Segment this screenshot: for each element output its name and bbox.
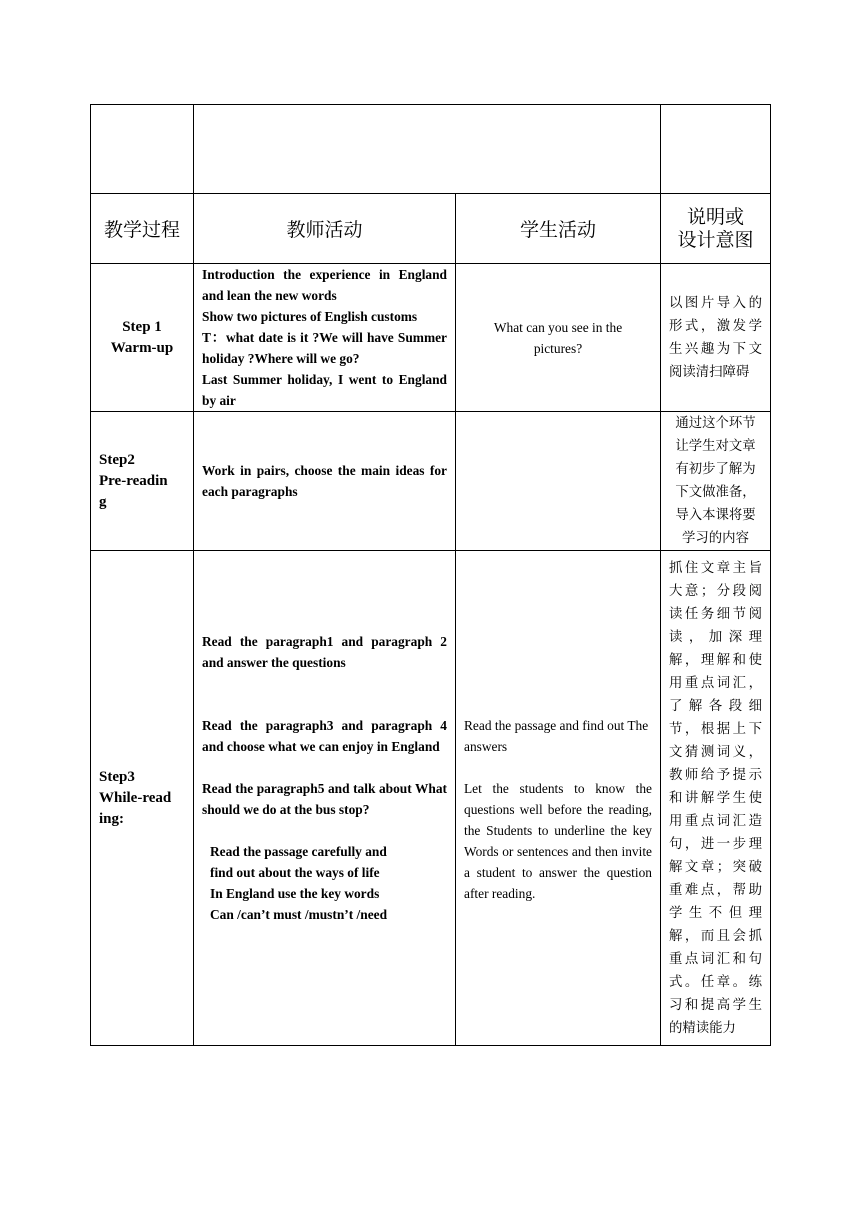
teacher-line: Work in pairs, choose the main ideas for each paragraphs xyxy=(202,463,447,499)
design-note-cell: 通过这个环节让学生对文章有初步了解为下文做准备，导入本课将要学习的内容 xyxy=(661,412,771,551)
teacher-line: Read the paragraph3 and paragraph 4 and choose what we can enjoy in England xyxy=(202,718,447,754)
student-activity-cell xyxy=(456,264,661,412)
student-line: Read the passage and find out The answers xyxy=(464,717,649,754)
design-note-cell: 抓住文章主旨大意；分段阅读任务细节阅读，加深理解，理解和使用重点词汇，了解各段细节，根据上下文猜测词义，教师给予提示和讲解学生使用重点词汇造句，进一步理解文章；突破重难点，帮助学生不但理解，而且会抓重点词汇和句式。任章。练习和提高学生的精读能力 xyxy=(661,551,771,1046)
teacher-line: Can /can’t must /mustn’t /need xyxy=(210,907,388,922)
header-student: 学生活动 xyxy=(456,194,661,264)
step-cell xyxy=(91,551,194,1046)
lesson-plan-table xyxy=(90,104,771,1046)
header-row xyxy=(91,194,771,264)
step-line: While-read xyxy=(99,789,172,806)
teacher-line: Read the paragraph5 and talk about What should we do at the bus stop? xyxy=(202,781,447,817)
step-line: Step 1 xyxy=(122,318,162,335)
step-line: Pre-readin xyxy=(99,472,168,489)
teacher-line: Last Summer holiday, I went to England by air xyxy=(202,372,447,408)
step-cell xyxy=(91,412,194,551)
design-note-cell: 以图片导入的形式，激发学生兴趣为下文阅读清扫障碍 xyxy=(661,264,771,412)
header-teacher: 教师活动 xyxy=(194,194,456,264)
empty-cell xyxy=(661,105,771,194)
step-line: Step3 xyxy=(99,768,135,785)
teacher-activity-cell xyxy=(194,551,456,1046)
step-cell xyxy=(91,264,194,412)
teacher-line: Show two pictures of English customs xyxy=(202,309,418,324)
teacher-activity-cell xyxy=(194,264,456,412)
table-row-whilereading xyxy=(91,551,771,1046)
header-note-line1: 说明或 xyxy=(686,205,744,228)
teacher-activity-cell xyxy=(194,412,456,551)
header-note xyxy=(661,194,771,264)
empty-top-row xyxy=(91,105,771,194)
teacher-line: Read the passage carefully and xyxy=(210,844,387,859)
student-activity-cell xyxy=(456,551,661,1046)
teacher-line: T：what date is it ?We will have Summer holiday ?Where will we go? xyxy=(202,330,447,366)
header-process: 教学过程 xyxy=(91,194,194,264)
teacher-line: In England use the key words xyxy=(210,886,380,901)
step-line: g xyxy=(99,493,107,510)
student-activity-cell xyxy=(456,412,661,551)
student-line: What can you see in the pictures? xyxy=(493,319,623,356)
step-line: ing: xyxy=(99,810,125,827)
header-note-line2: 设计意图 xyxy=(677,228,754,251)
step-line: Warm-up xyxy=(110,339,174,356)
teacher-line: Read the paragraph1 and paragraph 2 and answer the questions xyxy=(202,634,447,670)
teacher-line: Introduction the experience in England and lean the new words xyxy=(202,267,447,303)
table-row-warmup xyxy=(91,264,771,412)
teacher-line: find out about the ways of life xyxy=(210,865,380,880)
student-line: Let the students to know the questions well before the reading, the Students to underline the key Words or sentences and then invite a student to answer the question after reading. xyxy=(464,780,652,901)
empty-cell xyxy=(91,105,194,194)
empty-cell xyxy=(194,105,661,194)
table-row-prereading xyxy=(91,412,771,551)
step-line: Step2 xyxy=(99,451,135,468)
